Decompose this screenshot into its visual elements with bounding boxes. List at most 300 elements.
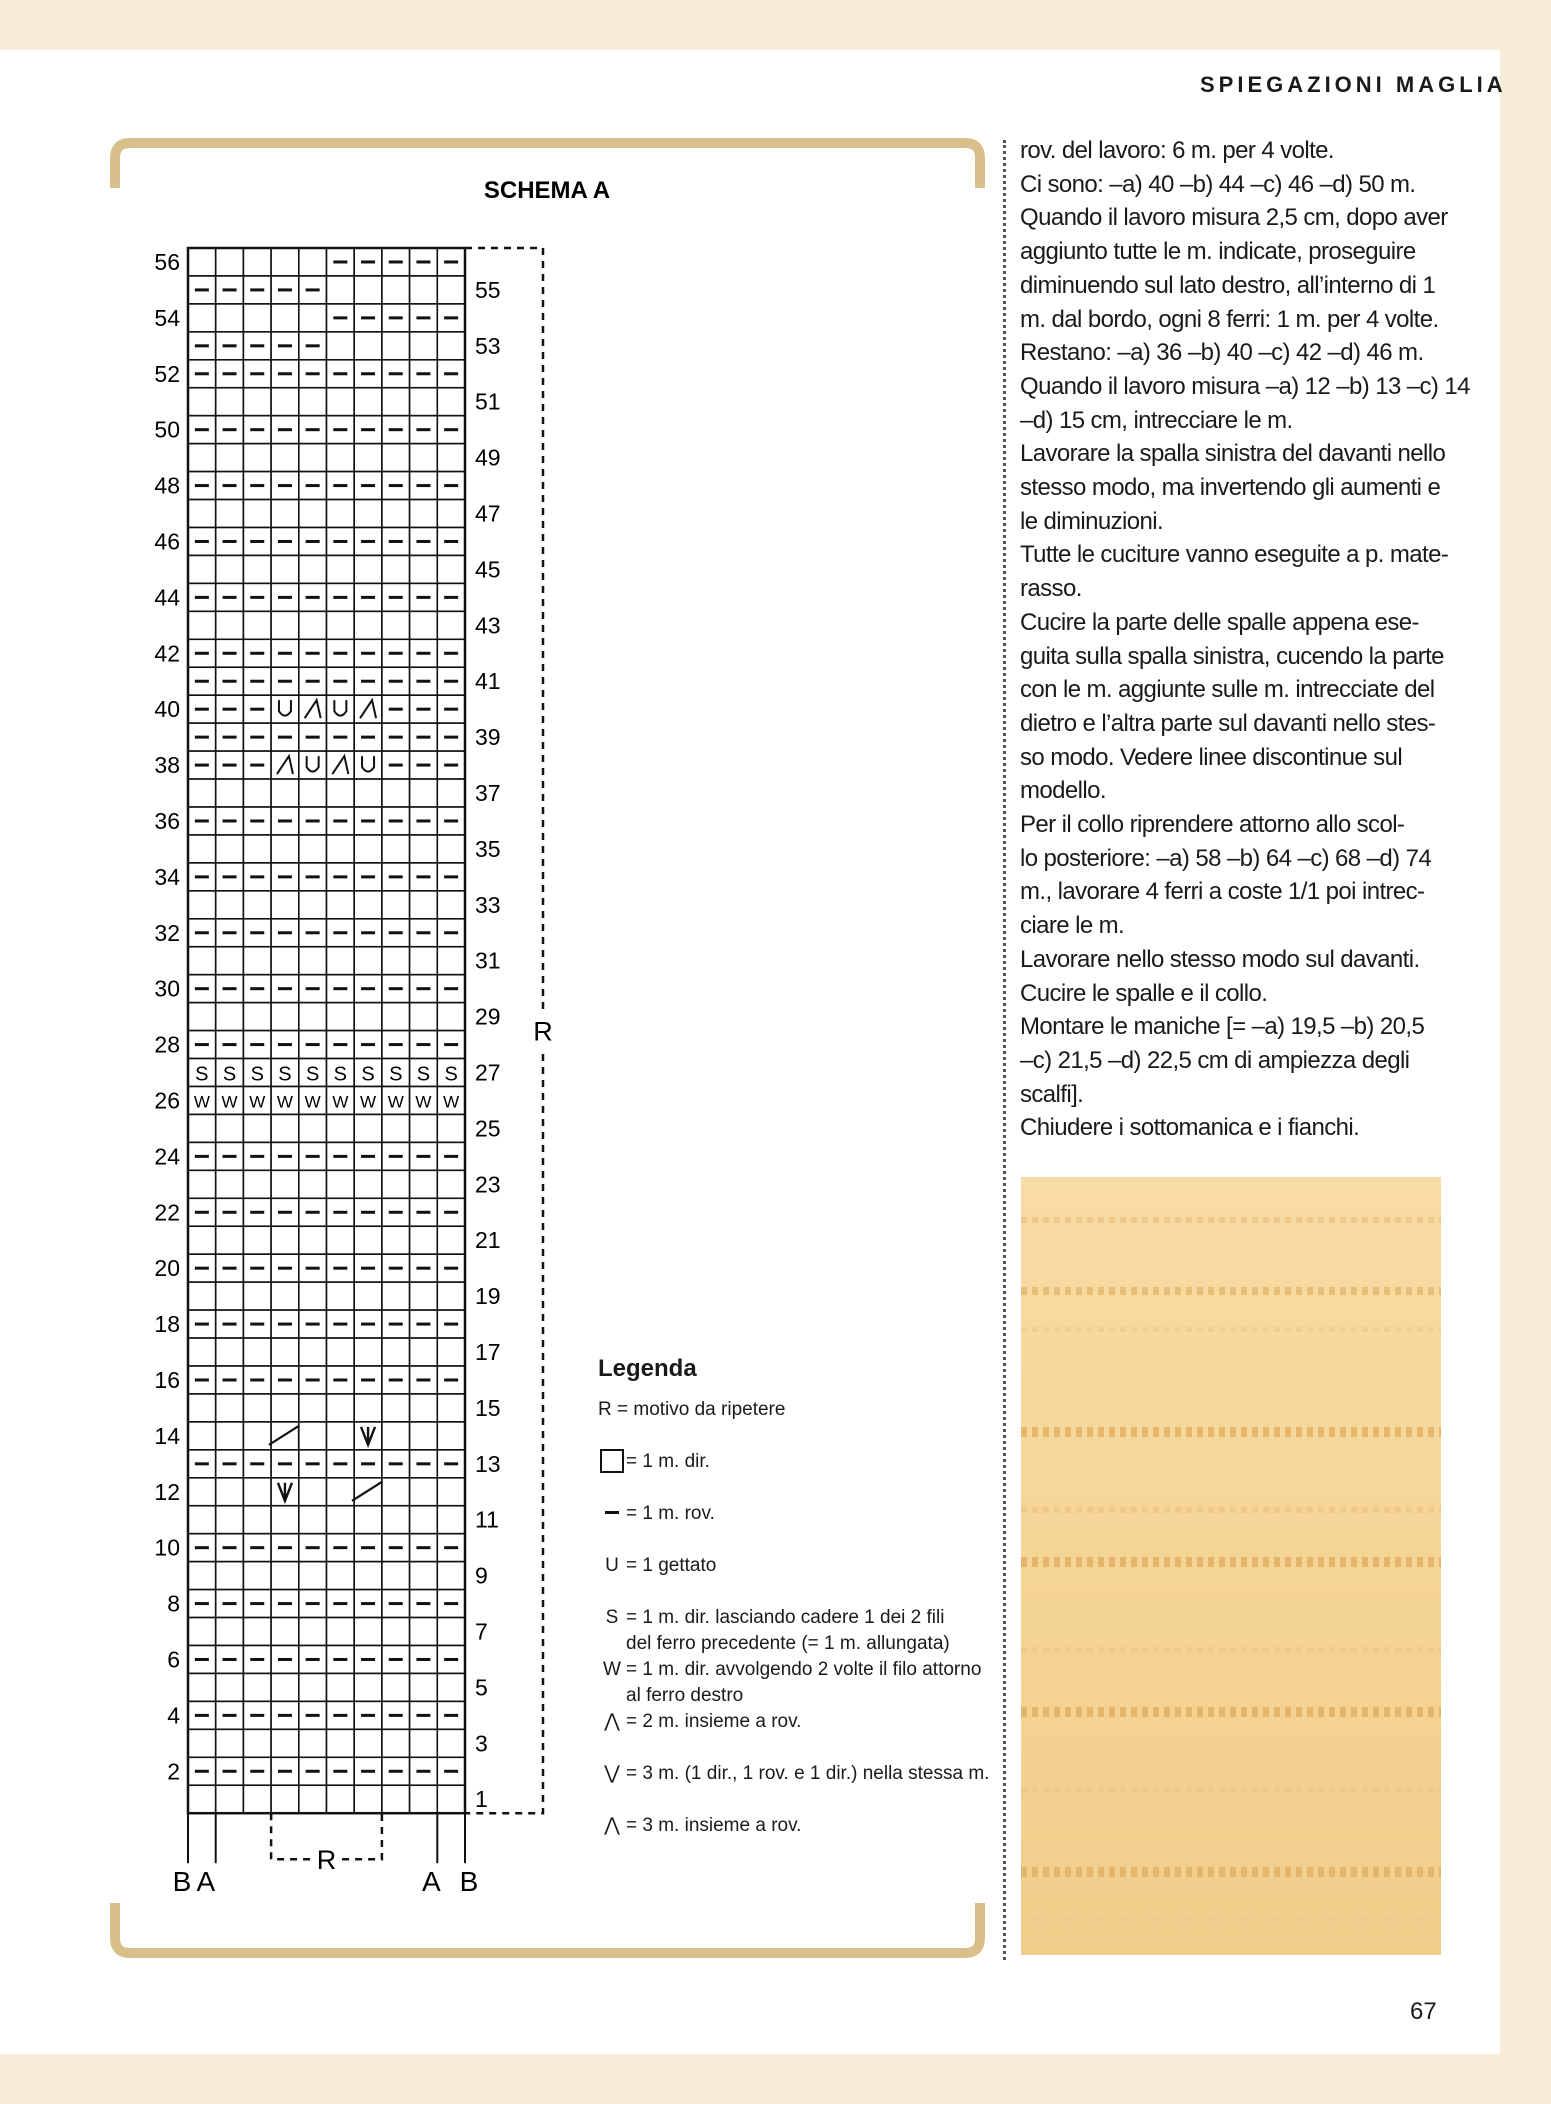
chart-cell	[327, 555, 355, 583]
chart-cell	[354, 1785, 382, 1813]
chart-cell	[271, 1003, 299, 1031]
chart-cell	[354, 1729, 382, 1757]
chart-cell	[271, 388, 299, 416]
row-number-right: 49	[475, 444, 501, 471]
chart-cell	[299, 1618, 327, 1646]
chart-cell	[382, 500, 410, 528]
chart-cell	[410, 276, 438, 304]
row-number-left: 52	[154, 360, 180, 387]
row-number-left: 42	[154, 640, 180, 667]
chart-cell	[243, 1618, 271, 1646]
chart-cell	[382, 1226, 410, 1254]
chart-cell	[243, 611, 271, 639]
chart-cell	[354, 1003, 382, 1031]
chart-cell	[410, 1282, 438, 1310]
chart-cell	[216, 611, 244, 639]
chart-cell	[437, 1478, 465, 1506]
chart-cell	[437, 611, 465, 639]
chart-cell	[243, 248, 271, 276]
chart-cell	[327, 1226, 355, 1254]
row-number-right: 51	[475, 388, 501, 415]
row-number-left: 12	[154, 1478, 180, 1505]
legend-item	[598, 1709, 998, 1761]
chart-cell	[271, 1394, 299, 1422]
chart-cell	[299, 500, 327, 528]
chart-cell	[327, 1618, 355, 1646]
chart-cell	[243, 304, 271, 332]
legend-item	[598, 1605, 998, 1657]
chart-cell	[382, 1338, 410, 1366]
text-line: Per il collo riprendere attorno allo scol-	[1020, 811, 1405, 839]
chart-cell	[382, 1114, 410, 1142]
knit-stitch-icon	[598, 1449, 626, 1477]
chart-cell	[271, 555, 299, 583]
text-line: ciare le m.	[1020, 912, 1125, 940]
chart-cell	[243, 1282, 271, 1310]
chart-cell	[299, 248, 327, 276]
row-number-left: 40	[154, 696, 180, 723]
double-wrap-mark: W	[221, 1092, 238, 1112]
chart-cell	[299, 1170, 327, 1198]
row-number-right: 19	[475, 1283, 501, 1310]
elongated-stitch-mark: S	[250, 1063, 264, 1086]
chart-cell	[327, 779, 355, 807]
chart-cell	[299, 1226, 327, 1254]
knit-texture-band	[1021, 1787, 1441, 1793]
legend	[598, 1355, 998, 1865]
chart-cell	[243, 835, 271, 863]
chart-cell	[271, 779, 299, 807]
chart-cell	[299, 1785, 327, 1813]
elongated-stitch-mark: S	[305, 1063, 320, 1086]
chart-cell	[188, 1226, 216, 1254]
chart-cell	[243, 500, 271, 528]
row-number-right: 9	[475, 1562, 488, 1589]
chart-cell	[410, 1114, 438, 1142]
chart-cell	[188, 611, 216, 639]
row-number-left: 36	[154, 807, 180, 834]
double-wrap-mark: W	[415, 1092, 432, 1112]
chart-cell	[299, 751, 327, 779]
row-number-left: 38	[154, 752, 180, 779]
chart-cell	[437, 1506, 465, 1534]
chart-cell	[327, 835, 355, 863]
chart-cell	[354, 500, 382, 528]
chart-cell	[271, 1562, 299, 1590]
chart-cell	[354, 444, 382, 472]
chart-cell	[410, 555, 438, 583]
chart-cell	[216, 1785, 244, 1813]
chart-cell	[243, 1114, 271, 1142]
chart-cell	[410, 444, 438, 472]
double-wrap-mark: W	[193, 1092, 210, 1112]
chart-cell	[410, 611, 438, 639]
elongated-stitch-mark: S	[444, 1063, 458, 1086]
chart-cell	[243, 947, 271, 975]
row-number-right: 29	[475, 1003, 501, 1030]
chart-cell	[437, 947, 465, 975]
knit-texture-band	[1021, 1917, 1441, 1922]
legend-item	[598, 1553, 998, 1605]
chart-cell	[216, 248, 244, 276]
chart-cell	[243, 891, 271, 919]
row-number-left: 20	[154, 1255, 180, 1282]
row-number-right: 5	[475, 1674, 488, 1701]
legend-item	[598, 1813, 998, 1865]
text-line: aggiunto tutte le m. indicate, proseguire	[1020, 238, 1416, 266]
row-number-left: 56	[154, 248, 180, 275]
chart-cell	[382, 1785, 410, 1813]
row-number-right: 35	[475, 835, 501, 862]
text-line: Lavorare nello stesso modo sul davanti.	[1020, 945, 1420, 973]
chart-cell	[216, 779, 244, 807]
chart-cell	[243, 1785, 271, 1813]
chart-cell	[299, 1282, 327, 1310]
elongated-stitch-mark: S	[389, 1063, 403, 1086]
chart-cell	[410, 1226, 438, 1254]
chart-cell	[216, 555, 244, 583]
chart-cell	[354, 1562, 382, 1590]
chart-cell	[243, 1170, 271, 1198]
chart-cell	[382, 947, 410, 975]
chart-cell	[243, 1478, 271, 1506]
legend-item	[598, 1501, 998, 1553]
chart-cell	[299, 1394, 327, 1422]
chart-cell	[382, 835, 410, 863]
column-divider	[1003, 140, 1006, 1960]
row-number-right: 7	[475, 1618, 488, 1645]
chart-cell	[271, 1114, 299, 1142]
chart-cell	[354, 388, 382, 416]
legend-item	[598, 1657, 998, 1709]
text-line: rov. del lavoro: 6 m. per 4 volte.	[1020, 137, 1334, 164]
page-number: 67	[1410, 1998, 1437, 2025]
chart-cell	[271, 751, 299, 779]
chart-cell	[327, 1282, 355, 1310]
row-number-right: 47	[475, 500, 501, 527]
double-wrap-mark: W	[387, 1092, 404, 1112]
text-line: Quando il lavoro misura –a) 12 –b) 13 –c) 14	[1020, 372, 1470, 400]
row-number-right: 17	[475, 1339, 501, 1366]
knit-texture-band	[1021, 1707, 1441, 1717]
chart-cell	[216, 1478, 244, 1506]
chart-cell	[216, 1114, 244, 1142]
chart-cell	[382, 444, 410, 472]
row-number-left: 8	[167, 1590, 180, 1617]
row-number-left: 24	[154, 1143, 180, 1170]
chart-cell	[354, 555, 382, 583]
chart-cell	[188, 1673, 216, 1701]
knit-texture-band	[1021, 1647, 1441, 1653]
text-line: lo posteriore: –a) 58 –b) 64 –c) 68 –d) 74	[1020, 844, 1432, 872]
chart-cell	[410, 835, 438, 863]
chart-cell	[243, 1003, 271, 1031]
legend-text: = 1 m. dir.	[626, 1451, 710, 1472]
chart-cell	[437, 1114, 465, 1142]
chart-cell	[243, 1422, 271, 1450]
chart-cell	[299, 555, 327, 583]
chart-cell	[216, 1170, 244, 1198]
chart-cell	[354, 276, 382, 304]
text-line: –d) 15 cm, intrecciare le m.	[1020, 406, 1293, 434]
row-number-left: 2	[167, 1758, 180, 1785]
chart-cell	[437, 1170, 465, 1198]
chart-cell	[327, 332, 355, 360]
row-number-right: 53	[475, 332, 501, 359]
chart-cell	[299, 1506, 327, 1534]
chart-cell	[410, 891, 438, 919]
row-number-left: 50	[154, 416, 180, 443]
chart-cell	[299, 611, 327, 639]
chart-cell	[216, 1673, 244, 1701]
elongated-stitch-mark: S	[361, 1063, 375, 1086]
chart-cell	[188, 304, 216, 332]
row-number-left: 34	[154, 863, 180, 890]
chart-cell	[271, 611, 299, 639]
chart-cell	[354, 1170, 382, 1198]
text-line: –c) 21,5 –d) 22,5 cm di ampiezza degli	[1020, 1046, 1410, 1074]
knit-texture-band	[1021, 1507, 1441, 1513]
chart-cell	[327, 1785, 355, 1813]
legend-item	[598, 1761, 998, 1813]
knit-swatch-photo	[1021, 1177, 1441, 1955]
row-number-right: 15	[475, 1394, 501, 1421]
chart-cell	[216, 500, 244, 528]
chart-cell	[410, 1003, 438, 1031]
legend-text: = 3 m. insieme a rov.	[626, 1815, 802, 1836]
chart-cell	[299, 1422, 327, 1450]
chart-cell	[271, 248, 299, 276]
chart-cell	[271, 947, 299, 975]
chart-cell	[354, 1338, 382, 1366]
chart-cell	[188, 1729, 216, 1757]
chart-cell	[271, 1170, 299, 1198]
text-line: scalfi].	[1020, 1080, 1084, 1108]
chart-cell	[188, 891, 216, 919]
purl-three-together-icon: ⋀	[604, 1815, 620, 1836]
knit-texture-band	[1021, 1327, 1441, 1332]
legend-text: R = motivo da ripetere	[598, 1399, 786, 1420]
chart-cell	[299, 1114, 327, 1142]
purl-stitch-icon	[598, 1501, 626, 1527]
chart-cell	[354, 695, 382, 723]
text-line: con le m. aggiunte sulle m. intrecciate del	[1020, 676, 1435, 704]
text-line: so modo. Vedere linee discontinue sul	[1020, 743, 1403, 771]
chart-cell	[216, 891, 244, 919]
chart-cell	[188, 1478, 216, 1506]
chart-cell	[327, 1114, 355, 1142]
elongated-stitch-mark: S	[222, 1063, 237, 1086]
chart-cell	[216, 444, 244, 472]
chart-cell	[382, 891, 410, 919]
chart-cell	[437, 1394, 465, 1422]
row-number-right: 25	[475, 1115, 501, 1142]
chart-cell	[327, 388, 355, 416]
chart-cell	[188, 1170, 216, 1198]
row-number-right: 27	[475, 1059, 501, 1086]
chart-cell	[327, 1478, 355, 1506]
chart-cell	[382, 1003, 410, 1031]
chart-cell	[410, 779, 438, 807]
chart-cell	[382, 1729, 410, 1757]
row-number-right: 55	[475, 276, 501, 303]
double-wrap-mark: W	[304, 1092, 321, 1112]
chart-cell	[327, 1729, 355, 1757]
chart-cell	[299, 444, 327, 472]
chart-cell	[327, 611, 355, 639]
row-number-right: 31	[475, 947, 501, 974]
row-number-right: 33	[475, 891, 501, 918]
chart-cell	[216, 835, 244, 863]
chart-cell	[188, 947, 216, 975]
chart-cell	[354, 332, 382, 360]
chart-cell	[382, 1673, 410, 1701]
chart-cell	[243, 1506, 271, 1534]
purl-two-together-icon: ⋀	[604, 1711, 620, 1732]
row-number-left: 6	[167, 1646, 180, 1673]
elongated-stitch-icon: S	[605, 1607, 619, 1628]
chart-cell	[271, 1338, 299, 1366]
text-line: Restano: –a) 36 –b) 40 –c) 42 –d) 46 m.	[1020, 339, 1424, 367]
chart-cell	[354, 1673, 382, 1701]
chart-cell	[188, 1562, 216, 1590]
chart-cell	[271, 1673, 299, 1701]
chart-cell	[243, 1394, 271, 1422]
chart-cell	[382, 611, 410, 639]
row-number-right: 3	[475, 1730, 488, 1757]
text-line: Montare le maniche [= –a) 19,5 –b) 20,5	[1020, 1013, 1425, 1041]
chart-cell	[271, 500, 299, 528]
chart-cell	[327, 1422, 355, 1450]
chart-cell	[382, 1478, 410, 1506]
chart-cell	[327, 1394, 355, 1422]
chart-cell	[327, 500, 355, 528]
chart-cell	[271, 891, 299, 919]
chart-cell	[216, 388, 244, 416]
row-number-right: 39	[475, 724, 501, 751]
text-line: Lavorare la spalla sinistra del davanti nello	[1020, 440, 1446, 468]
chart-cell	[271, 1506, 299, 1534]
chart-cell	[327, 1506, 355, 1534]
legend-text: = 1 m. dir. lasciando cadere 1 dei 2 fili del ferro precedente (= 1 m. allungata)	[626, 1607, 950, 1654]
legend-text: = 3 m. (1 dir., 1 rov. e 1 dir.) nella stessa m.	[626, 1763, 990, 1784]
chart-cell	[299, 304, 327, 332]
chart-cell	[216, 1562, 244, 1590]
text-line: Quando il lavoro misura 2,5 cm, dopo aver	[1020, 204, 1448, 232]
chart-cell	[410, 1729, 438, 1757]
text-line: Cucire le spalle e il collo.	[1020, 979, 1268, 1007]
row-number-left: 10	[154, 1534, 180, 1561]
text-line: Tutte le cuciture vanno eseguite a p. mate-	[1020, 541, 1449, 569]
chart-cell	[437, 1562, 465, 1590]
chart-cell	[382, 1394, 410, 1422]
chart-cell	[243, 779, 271, 807]
chart-cell	[188, 1338, 216, 1366]
chart-cell	[188, 1114, 216, 1142]
text-line: rasso.	[1020, 575, 1082, 603]
text-line: diminuendo sul lato destro, all’interno di 1	[1020, 271, 1436, 299]
legend-text: = 1 m. dir. avvolgendo 2 volte il filo attorno al ferro destro	[626, 1659, 982, 1706]
elongated-stitch-mark: S	[195, 1063, 209, 1086]
chart-cell	[437, 1226, 465, 1254]
chart-cell	[327, 1562, 355, 1590]
chart-cell	[437, 276, 465, 304]
row-number-right: 41	[475, 668, 501, 695]
chart-cell	[188, 1506, 216, 1534]
chart-cell	[410, 947, 438, 975]
chart-cell	[299, 1673, 327, 1701]
knit-texture-band	[1021, 1427, 1441, 1437]
legend-item	[598, 1397, 998, 1449]
text-line: Chiudere i sottomanica e i fianchi.	[1020, 1114, 1360, 1142]
legend-title: Legenda	[598, 1355, 697, 1382]
chart-cell	[354, 1226, 382, 1254]
column-edge-label: B	[172, 1866, 192, 1898]
chart-cell	[327, 1003, 355, 1031]
column-edge-label: B	[459, 1866, 479, 1898]
chart-cell	[188, 779, 216, 807]
row-number-left: 4	[167, 1702, 180, 1729]
row-number-left: 16	[154, 1366, 180, 1393]
chart-cell	[188, 388, 216, 416]
chart-cell	[188, 500, 216, 528]
text-line: m., lavorare 4 ferri a coste 1/1 poi intrec-	[1020, 878, 1425, 906]
chart-cell	[437, 444, 465, 472]
chart-cell	[354, 1114, 382, 1142]
chart-cell	[354, 947, 382, 975]
chart-cell	[271, 1618, 299, 1646]
chart-cell	[188, 444, 216, 472]
chart-cell	[299, 835, 327, 863]
chart-cell	[188, 835, 216, 863]
knit-texture-band	[1021, 1217, 1441, 1223]
chart-cell	[410, 1506, 438, 1534]
text-line: le diminuzioni.	[1020, 507, 1164, 535]
row-number-right: 23	[475, 1171, 501, 1198]
row-number-left: 26	[154, 1087, 180, 1114]
chart-cell	[382, 1562, 410, 1590]
row-number-right: 11	[475, 1506, 499, 1533]
text-line: modello.	[1020, 777, 1106, 805]
chart-cell	[382, 1422, 410, 1450]
chart-cell	[437, 891, 465, 919]
chart-cell	[437, 779, 465, 807]
chart-cell	[216, 1282, 244, 1310]
text-line: Ci sono: –a) 40 –b) 44 –c) 46 –d) 50 m.	[1020, 170, 1416, 198]
chart-cell	[354, 891, 382, 919]
double-wrap-mark: W	[360, 1092, 377, 1112]
chart-cell	[327, 1338, 355, 1366]
row-number-left: 30	[154, 975, 180, 1002]
repeat-label-right: R	[533, 1016, 553, 1047]
double-wrap-mark: W	[249, 1092, 266, 1112]
chart-cell	[437, 1003, 465, 1031]
chart-cell	[327, 695, 355, 723]
instructions-text	[1020, 134, 1470, 1145]
chart-cell	[188, 1618, 216, 1646]
chart-cell	[299, 779, 327, 807]
chart-cell	[188, 1422, 216, 1450]
chart-cell	[382, 388, 410, 416]
chart-cell	[216, 1226, 244, 1254]
row-number-left: 14	[154, 1422, 180, 1449]
chart-cell	[437, 500, 465, 528]
chart-cell	[216, 1422, 244, 1450]
chart-cell	[382, 276, 410, 304]
chart-cell	[271, 1282, 299, 1310]
repeat-label-bottom: R	[316, 1845, 337, 1876]
row-number-right: 13	[475, 1450, 501, 1477]
